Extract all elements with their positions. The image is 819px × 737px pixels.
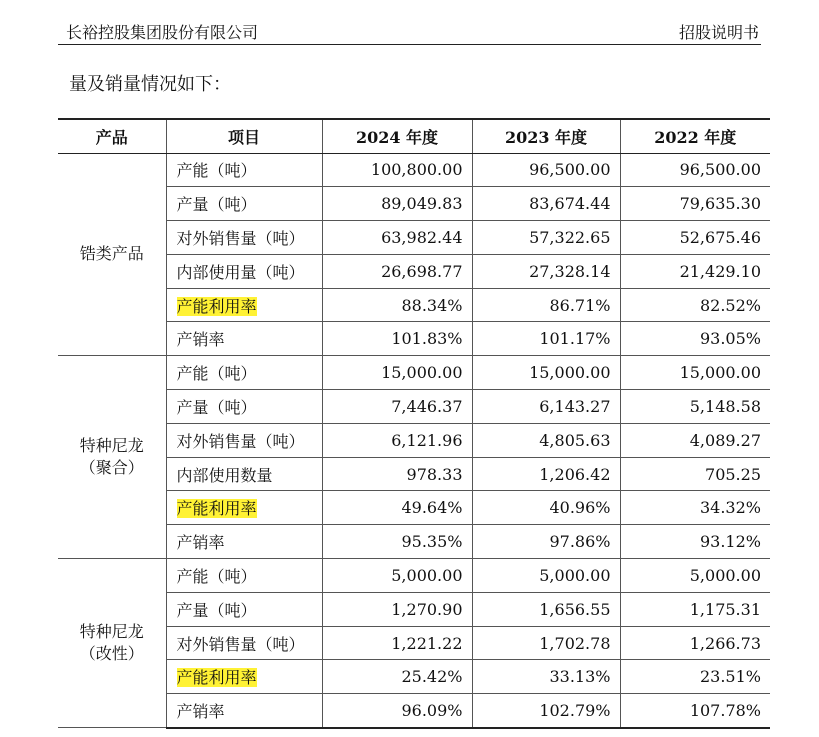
value-cell-2024: 96.09% [322,694,472,728]
product-name: 特种尼龙 [79,436,144,456]
intro-text: 量及销量情况如下： [69,74,231,95]
value-cell-2024: 100,800.00 [322,153,472,187]
value-cell-2023: 6,143.27 [472,390,620,424]
value-cell-2022: 1,266.73 [620,626,770,660]
item-label: 对外销售量（吨） [176,228,305,248]
col-header-2024: 2024 年度 [322,119,472,153]
item-cell [166,356,322,390]
value-cell-2024: 49.64% [322,491,472,525]
value-cell-2022: 82.52% [620,288,770,322]
item-cell [166,322,322,356]
item-cell [166,694,322,728]
value-cell-2022: 4,089.27 [620,423,770,457]
item-label: 产能（吨） [176,566,257,586]
item-cell [166,660,322,694]
item-label: 内部使用数量 [176,465,273,485]
value-cell-2022: 21,429.10 [620,254,770,288]
item-cell [166,153,322,187]
item-cell [166,288,322,322]
item-cell [166,254,322,288]
item-cell [166,221,322,255]
item-cell [166,525,322,559]
value-cell-2022: 96,500.00 [620,153,770,187]
value-cell-2023: 1,702.78 [472,626,620,660]
value-cell-2024: 7,446.37 [322,390,472,424]
product-subname: （聚合） [79,458,144,478]
value-cell-2023: 33.13% [472,660,620,694]
value-cell-2024: 1,270.90 [322,592,472,626]
item-cell [166,187,322,221]
value-cell-2022: 705.25 [620,457,770,491]
item-label: 产量（吨） [176,195,257,215]
value-cell-2023: 83,674.44 [472,187,620,221]
value-cell-2023: 97.86% [472,525,620,559]
value-cell-2023: 27,328.14 [472,254,620,288]
item-label: 产量（吨） [176,600,257,620]
value-cell-2022: 5,000.00 [620,559,770,593]
value-cell-2023: 57,322.65 [472,221,620,255]
col-header-2023: 2023 年度 [472,119,620,153]
value-cell-2024: 25.42% [322,660,472,694]
value-cell-2023: 96,500.00 [472,153,620,187]
value-cell-2023: 5,000.00 [472,559,620,593]
item-label: 产能利用率 [176,668,257,688]
table-header-row [58,119,770,153]
value-cell-2024: 978.33 [322,457,472,491]
item-label: 产销率 [176,533,225,553]
item-cell [166,626,322,660]
value-cell-2024: 6,121.96 [322,423,472,457]
value-cell-2022: 5,148.58 [620,390,770,424]
company-name: 长裕控股集团股份有限公司 [66,23,259,42]
value-cell-2023: 4,805.63 [472,423,620,457]
capacity-sales-table [58,118,770,729]
product-group-cell [58,356,166,559]
value-cell-2023: 1,656.55 [472,592,620,626]
value-cell-2022: 15,000.00 [620,356,770,390]
item-label: 产能（吨） [176,161,257,181]
value-cell-2024: 5,000.00 [322,559,472,593]
value-cell-2024: 15,000.00 [322,356,472,390]
page-header [58,18,761,45]
col-header-item: 项目 [166,119,322,153]
value-cell-2024: 95.35% [322,525,472,559]
value-cell-2022: 93.12% [620,525,770,559]
value-cell-2022: 1,175.31 [620,592,770,626]
item-cell [166,423,322,457]
table-row [58,153,770,187]
value-cell-2023: 86.71% [472,288,620,322]
product-name: 锆类产品 [79,244,144,264]
value-cell-2022: 79,635.30 [620,187,770,221]
item-label: 产能利用率 [176,499,257,519]
col-header-product: 产品 [58,119,166,153]
value-cell-2023: 102.79% [472,694,620,728]
value-cell-2022: 23.51% [620,660,770,694]
item-label: 产能利用率 [176,296,257,316]
item-label: 产销率 [176,701,225,721]
document-type: 招股说明书 [678,23,759,42]
value-cell-2023: 101.17% [472,322,620,356]
item-cell [166,592,322,626]
table-row [58,356,770,390]
product-name: 特种尼龙 [79,622,144,642]
value-cell-2024: 63,982.44 [322,221,472,255]
col-header-2022: 2022 年度 [620,119,770,153]
value-cell-2024: 89,049.83 [322,187,472,221]
value-cell-2024: 101.83% [322,322,472,356]
value-cell-2023: 40.96% [472,491,620,525]
value-cell-2022: 93.05% [620,322,770,356]
product-group-cell [58,559,166,728]
table-row [58,559,770,593]
value-cell-2024: 26,698.77 [322,254,472,288]
value-cell-2022: 52,675.46 [620,221,770,255]
item-label: 产量（吨） [176,397,257,417]
value-cell-2022: 34.32% [620,491,770,525]
item-label: 产销率 [176,330,225,350]
value-cell-2023: 15,000.00 [472,356,620,390]
product-subname: （改性） [79,644,144,664]
table-body [58,153,770,728]
item-label: 对外销售量（吨） [176,431,305,451]
item-label: 产能（吨） [176,364,257,384]
value-cell-2024: 1,221.22 [322,626,472,660]
product-group-cell [58,153,166,356]
item-cell [166,457,322,491]
value-cell-2023: 1,206.42 [472,457,620,491]
value-cell-2022: 107.78% [620,694,770,728]
item-cell [166,390,322,424]
item-label: 内部使用量（吨） [176,262,305,282]
item-label: 对外销售量（吨） [176,634,305,654]
item-cell [166,559,322,593]
value-cell-2024: 88.34% [322,288,472,322]
item-cell [166,491,322,525]
